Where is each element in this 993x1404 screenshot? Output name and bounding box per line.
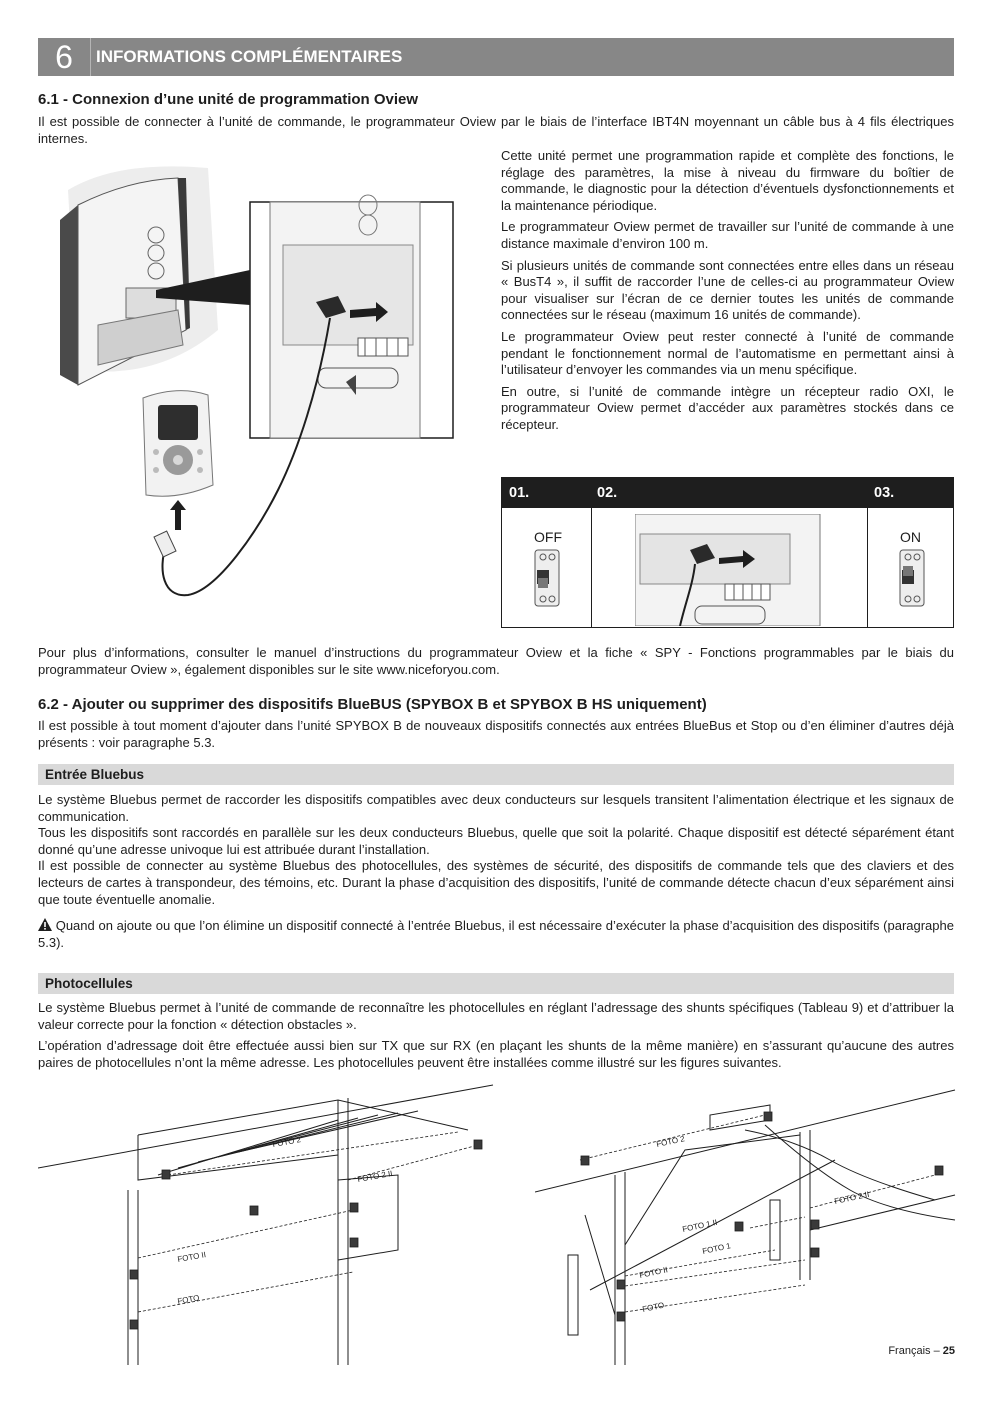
photocell-label: FOTO II	[176, 1250, 207, 1264]
photocells-heading: Photocellules	[45, 976, 133, 991]
photocell-label: FOTO	[641, 1300, 666, 1314]
step-3-number: 03.	[874, 478, 894, 508]
photocell-figure-left	[38, 1080, 498, 1365]
warning-icon	[38, 918, 52, 931]
page-number: 25	[942, 1345, 955, 1357]
photocell-label: FOTO 2	[655, 1134, 686, 1149]
section-6-1-more-info: Pour plus d’informations, consulter le manuel d’instructions du programmateur Oview et la fiche « SPY - Fonctions programmables par le biais du programmateur Oview », également disponibles sur le site www.niceforyou.com.	[38, 645, 954, 677]
bluebus-heading-bar	[38, 764, 954, 785]
section-6-1-title: 6.1 - Connexion d’une unité de programmation Oview	[38, 91, 419, 108]
photocells-para-2: L’opération d’adressage doit être effectuée aussi bien sur TX que sur RX (en plaçant les shunts de la même manière) en s’assurant qu’aucune des autres paires de photocellules n’ont la même adresse. Les photocellules peuvent être installées comme illustré sur les figures suivantes.	[38, 1038, 954, 1070]
page-footer	[888, 1345, 955, 1357]
photocell-label: FOTO 1	[701, 1241, 732, 1256]
oview-connection-illustration	[38, 150, 458, 610]
bluebus-warning: Quand on ajoute ou que l’on élimine un dispositif connecté à l’entrée Bluebus, il est nécessaire d’exécuter la phase d’acquisition des dispositifs (paragraphe 5.3).	[38, 918, 954, 950]
photocells-para-1: Le système Bluebus permet à l’unité de commande de reconnaître les photocellules en réglant l’adressage des shunts spécifiques (Tableau 9) et d’attribuer la valeur correcte pour la fonction « détection obstacles ».	[38, 1000, 954, 1032]
photocells-heading-bar	[38, 973, 954, 994]
section-6-1-para-4: Le programmateur Oview peut rester connecté à l’unité de commande pendant le fonctionnement normal de l’automatisme en permettant ainsi à l’utilisateur d’envoyer les commandes via un menu spécifique.	[501, 328, 954, 378]
connection-steps-table	[501, 477, 954, 628]
bluebus-heading: Entrée Bluebus	[45, 767, 145, 782]
photocell-label: FOTO	[176, 1293, 201, 1306]
step-2-number: 02.	[597, 478, 617, 508]
section-6-1-para-3: Si plusieurs unités de commande sont connectées entre elles dans un réseau « BusT4 », il suffit de raccorder l’une de celles-ci au programmateur Oview pour visualiser sur l’écran de ce dernier toutes les unités de commande connectées sur le réseau (maximum 16 unités de commande).	[501, 257, 954, 323]
section-6-1-para-5: En outre, si l’unité de commande intègre un récepteur radio OXI, le programmateur Oview permet d’accéder aux paramètres stockés dans ce récepteur.	[501, 383, 954, 432]
step-divider	[867, 478, 868, 627]
chapter-number: 6	[55, 39, 73, 75]
step-1-label: OFF	[534, 529, 562, 545]
photocell-label: FOTO 2	[271, 1135, 302, 1149]
photocell-label: FOTO II	[638, 1265, 669, 1280]
bluebus-para-1: Le système Bluebus permet de raccorder les dispositifs compatibles avec deux conducteurs sur lesquels transitent l’alimentation électrique et les signaux de communication.	[38, 792, 954, 824]
photocell-label: FOTO 2 II	[356, 1168, 394, 1184]
bluebus-para-2: Tous les dispositifs sont raccordés en parallèle sur les deux conducteurs Bluebus, quelle que soit la polarité. Chaque dispositif est détecté séparément étant donné qu’une adresse univoque lui est attribuée durant l’installation.	[38, 825, 954, 857]
section-6-1-para-2: Le programmateur Oview permet de travailler sur l’unité de commande à une distance maximale d’environ 100 m.	[501, 219, 954, 251]
section-6-1-para-1: Cette unité permet une programmation rapide et complète des fonctions, le réglage des paramètres, la mise à niveau du firmware du boîtier de commande, le diagnostic pour la détection d’éventuels dysfonctionnements et la maintenance périodique.	[501, 148, 954, 213]
photocell-label: FOTO 2 II	[833, 1189, 871, 1206]
chapter-title: INFORMATIONS COMPLÉMENTAIRES	[96, 47, 403, 66]
step-2-connector-illustration	[635, 514, 825, 626]
photocell-figure-right	[535, 1080, 960, 1365]
bluebus-para-3: Il est possible de connecter au système Bluebus des photocellules, des systèmes de sécurité, des dispositifs de commande tels que des claviers et des lecteurs de cartes à transpondeur, des témoins, etc. Durant la phase d’acquisition des dispositifs, l’unité de commande détecte chacun d’eux séparément ainsi que toute éventuelle anomalie.	[38, 858, 954, 907]
section-6-1-intro: Il est possible de connecter à l’unité de commande, le programmateur Oview par le biais de l’interface IBT4N moyennant un câble bus à 4 fils électriques internes.	[38, 114, 954, 146]
breaker-off-icon	[529, 548, 565, 608]
step-3-label: ON	[900, 529, 921, 545]
section-6-2-title: 6.2 - Ajouter ou supprimer des dispositifs BlueBUS (SPYBOX B et SPYBOX B HS uniquement)	[38, 696, 707, 713]
photocell-label: FOTO 1 II	[681, 1217, 719, 1234]
step-1-number: 01.	[509, 478, 529, 508]
section-6-2-intro: Il est possible à tout moment d’ajouter dans l’unité SPYBOX B de nouveaux dispositifs connectés aux entrées BlueBus et Stop ou d’en éliminer d’autres déjà présents : voir paragraphe 5.3.	[38, 718, 954, 750]
breaker-on-icon	[894, 548, 930, 608]
footer-language: Français –	[888, 1345, 943, 1357]
step-divider	[591, 478, 592, 627]
